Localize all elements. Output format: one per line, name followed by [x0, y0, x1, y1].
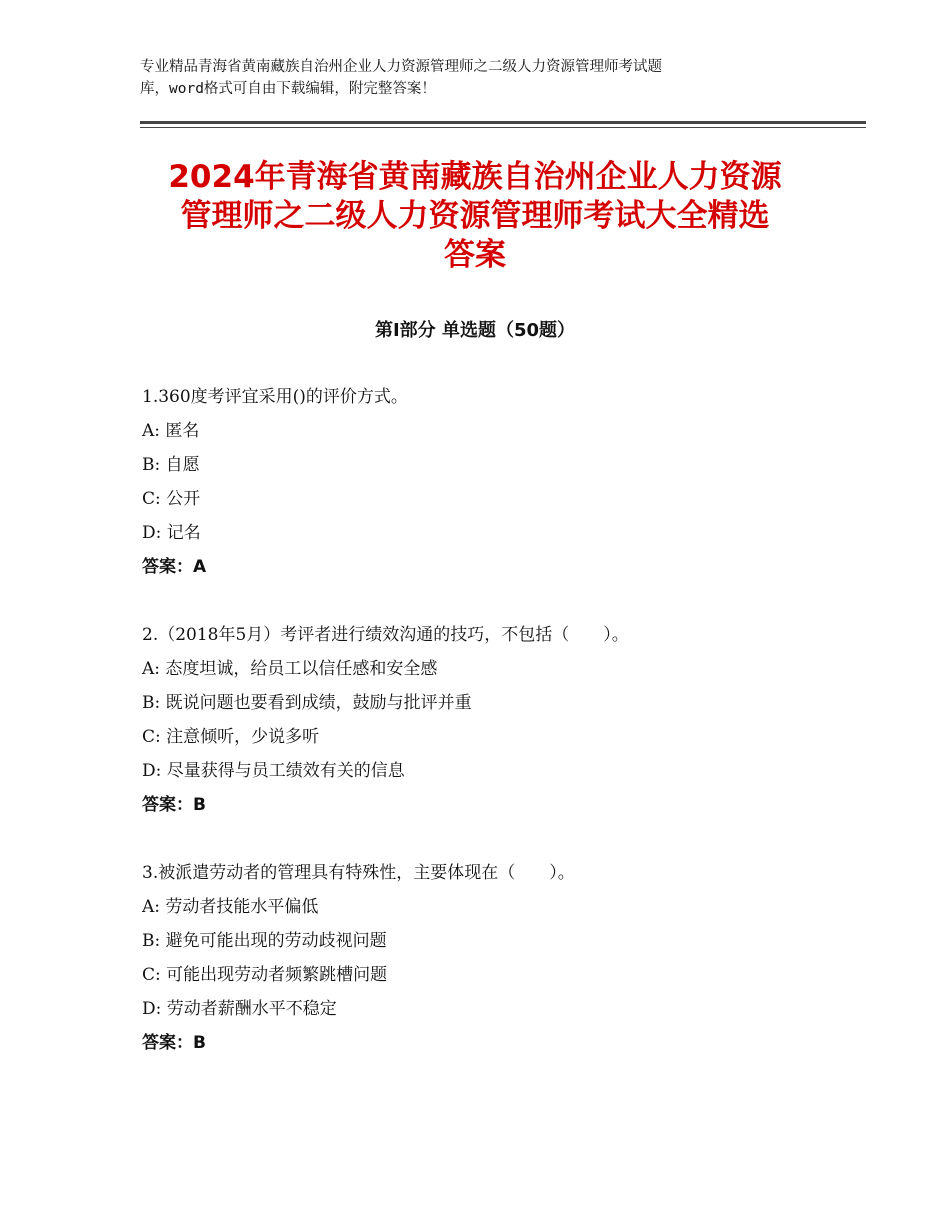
question-text: 3.被派遣劳动者的管理具有特殊性，主要体现在（ ）。	[142, 863, 575, 883]
answer: 答案：A	[142, 557, 207, 577]
option-b: B: 避免可能出现的劳动歧视问题	[142, 931, 387, 951]
answer: 答案：B	[142, 795, 206, 815]
question-1	[142, 385, 862, 589]
option-d: D: 劳动者薪酬水平不稳定	[142, 999, 337, 1019]
document-title	[100, 158, 850, 275]
option-a: A: 匿名	[142, 421, 200, 441]
option-d: D: 尽量获得与员工绩效有关的信息	[142, 761, 405, 781]
option-c: C: 可能出现劳动者频繁跳槽问题	[142, 965, 388, 985]
answer: 答案：B	[142, 1033, 206, 1053]
header-note-line-2: 库，word格式可自由下载编辑，附完整答案！	[140, 81, 436, 97]
option-a: A: 态度坦诚，给员工以信任感和安全感	[142, 659, 438, 679]
header-rule-thick	[140, 121, 866, 124]
question-list	[142, 385, 862, 1099]
option-c: C: 注意倾听，少说多听	[142, 727, 320, 747]
title-line-3: 答案	[444, 237, 506, 273]
question-text: 1.360度考评宜采用()的评价方式。	[142, 387, 408, 407]
option-b: B: 自愿	[142, 455, 200, 475]
section-title: 第Ⅰ部分 单选题（50题）	[374, 320, 575, 341]
option-b: B: 既说问题也要看到成绩，鼓励与批评并重	[142, 693, 472, 713]
title-line-1: 2024年青海省黄南藏族自治州企业人力资源	[168, 159, 782, 195]
question-text: 2.（2018年5月）考评者进行绩效沟通的技巧，不包括（ ）。	[142, 625, 629, 645]
option-a: A: 劳动者技能水平偏低	[142, 897, 319, 917]
header-note-line-1: 专业精品青海省黄南藏族自治州企业人力资源管理师之二级人力资源管理师考试题	[140, 59, 662, 75]
header-rule-thin	[140, 127, 866, 128]
option-d: D: 记名	[142, 523, 201, 543]
title-line-2: 管理师之二级人力资源管理师考试大全精选	[180, 198, 770, 234]
option-c: C: 公开	[142, 489, 201, 509]
question-3	[142, 861, 862, 1065]
header-note	[140, 56, 830, 100]
question-2	[142, 623, 862, 827]
